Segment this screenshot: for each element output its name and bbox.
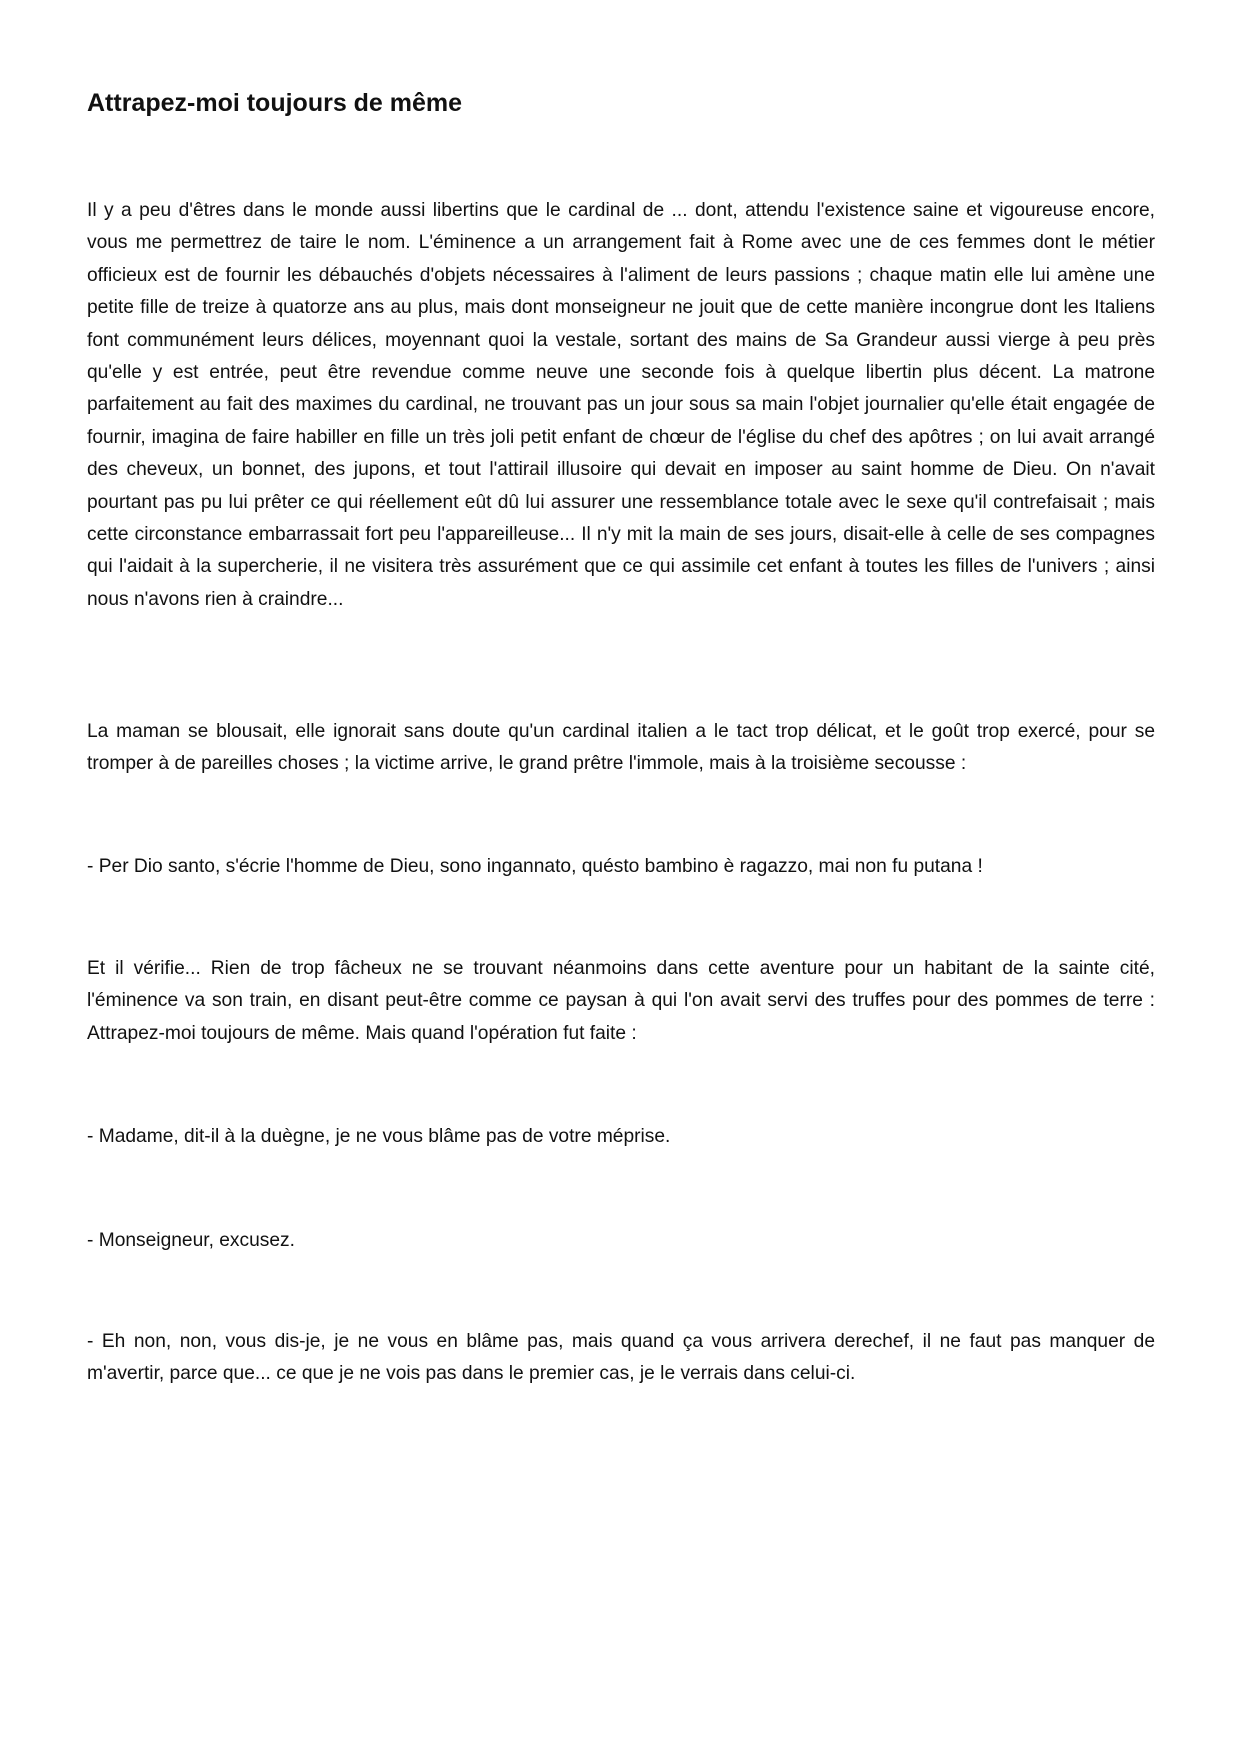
dialogue-line: - Per Dio santo, s'écrie l'homme de Dieu, sono ingannato, quésto bambino è ragazzo, mai non fu putana !: [87, 856, 983, 877]
dialogue-line: - Madame, dit-il à la duègne, je ne vous blâme pas de votre méprise.: [87, 1126, 671, 1147]
document-title: Attrapez-moi toujours de même: [87, 89, 463, 117]
paragraph: Et il vérifie... Rien de trop fâcheux ne se trouvant néanmoins dans cette aventure pour un habitant de la sainte cité, l'éminence va son train, en disant peut-être comme ce paysan à qui l'on avait servi des truffes pour des pommes de terre : Attrapez-moi toujours de même. Mais quand l'opération fut faite :: [87, 958, 1155, 1044]
dialogue-line: - Eh non, non, vous dis-je, je ne vous en blâme pas, mais quand ça vous arrivera derechef, il ne faut pas manquer de m'avertir, parce que... ce que je ne vois pas dans le premier cas, je le verrais dans celui-ci.: [87, 1331, 1155, 1385]
dialogue-line: - Monseigneur, excusez.: [87, 1230, 295, 1251]
paragraph: Il y a peu d'êtres dans le monde aussi libertins que le cardinal de ... dont, attendu l'existence saine et vigoureuse encore, vous me permettrez de taire le nom. L'éminence a un arrangement fait à Rome avec une de ces femmes dont le métier officieux est de fournir les débauchés d'objets nécessaires à l'aliment de leurs passions ; chaque matin elle lui amène une petite fille de treize à quatorze ans au plus, mais dont monseigneur ne jouit que de cette manière incongrue dont les Italiens font communément leurs délices, moyennant quoi la vestale, sortant des mains de Sa Grandeur aussi vierge à peu près qu'elle y est entrée, peut être revendue comme neuve une seconde fois à quelque libertin plus décent. La matrone parfaitement au fait des maximes du cardinal, ne trouvant pas un jour sous sa main l'objet journalier qu'elle était engagée de fournir, imagina de faire habiller en fille un très joli petit enfant de chœur de l'église du chef des apôtres ; on lui avait arrangé des cheveux, un bonnet, des jupons, et tout l'attirail illusoire qui devait en imposer au saint homme de Dieu. On n'avait pourtant pas pu lui prêter ce qui réellement eût dû lui assurer une ressemblance totale avec le sexe qu'il contrefaisait ; mais cette circonstance embarrassait fort peu l'appareilleuse... Il n'y mit la main de ses jours, disait-elle à celle de ses compagnes qui l'aidait à la supercherie, il ne visitera très assurément que ce qui assimile cet enfant à toutes les filles de l'univers ; ainsi nous n'avons rien à craindre...: [87, 200, 1155, 610]
paragraph: La maman se blousait, elle ignorait sans doute qu'un cardinal italien a le tact trop délicat, et le goût trop exercé, pour se tromper à de pareilles choses ; la victime arrive, le grand prêtre l'immole, mais à la troisième secousse :: [87, 721, 1155, 775]
